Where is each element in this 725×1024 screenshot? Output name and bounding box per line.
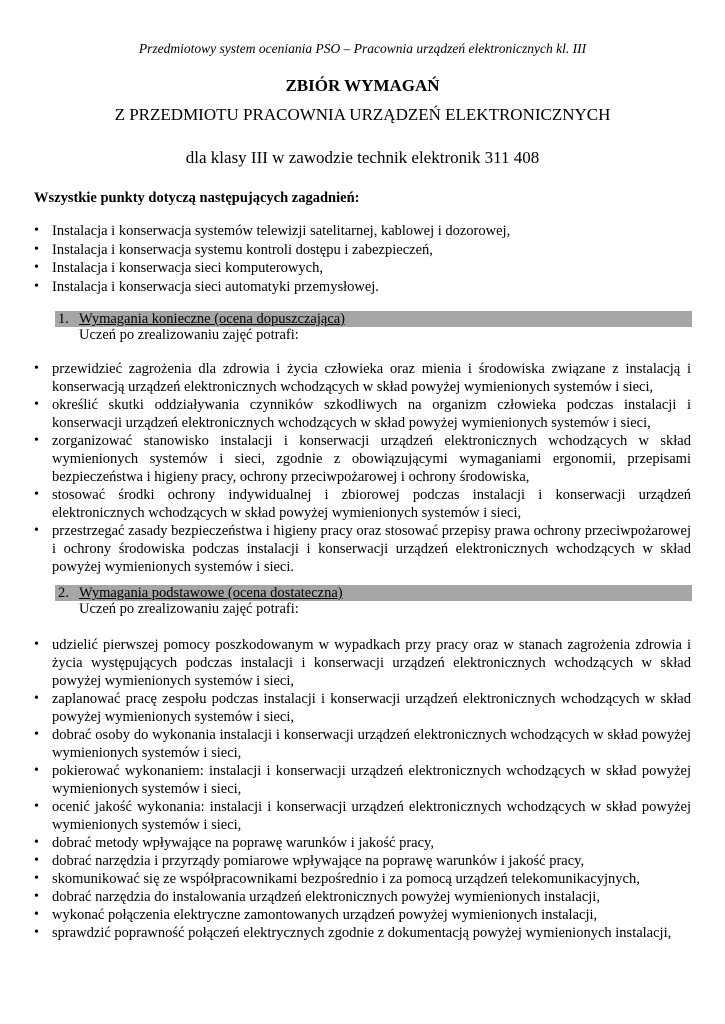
section-1-requirements bbox=[34, 360, 691, 576]
section-number: 2. bbox=[58, 585, 69, 601]
section-2-requirements bbox=[34, 636, 691, 942]
page-header: Przedmiotowy system oceniania PSO – Pracownia urządzeń elektronicznych kl. III bbox=[138, 41, 587, 56]
list-item: • Instalacja i konserwacja sieci komputerowych, bbox=[34, 259, 510, 278]
list-item: • udzielić pierwszej pomocy poszkodowanym w wypadkach przy pracy oraz w stanach zagrożenia zdrowia i życia występujących podczas instalacji i konserwacji urządzeń elektronicznych wchodzących w skład powyżej wymienionych systemów i sieci, bbox=[34, 636, 691, 690]
list-item: • ocenić jakość wykonania: instalacji i konserwacji urządzeń elektronicznych wchodzących w skład powyżej wymienionych systemów i sieci, bbox=[34, 798, 691, 834]
list-item: • Instalacja i konserwacja systemów telewizji satelitarnej, kablowej i dozorowej, bbox=[34, 222, 510, 241]
list-item: • pokierować wykonaniem: instalacji i konserwacji urządzeń elektronicznych wchodzących w skład powyżej wymienionych systemów i sieci, bbox=[34, 762, 691, 798]
list-item: • przestrzegać zasady bezpieczeństwa i higieny pracy oraz stosować przepisy prawa ochrony przeciwpożarowej i ochrony środowiska podczas instalacji i konserwacji urządzeń elektronicznych wchodzących w skład powyżej wymienionych systemów i sieci. bbox=[34, 522, 691, 576]
list-item: • zorganizować stanowisko instalacji i konserwacji urządzeń elektronicznych wchodzących w skład wymienionych systemów i sieci, zgodnie z obowiązującymi wymaganiami ergonomii, przepisami bezpieczeństwa i higieny pracy, ochrony przeciwpożarowej i ochrony środowiska, bbox=[34, 432, 691, 486]
intro-heading: Wszystkie punkty dotyczą następujących zagadnień: bbox=[34, 190, 360, 206]
list-item: • Instalacja i konserwacja sieci automatyki przemysłowej. bbox=[34, 278, 510, 297]
list-item: • skomunikować się ze współpracownikami bezpośrednio i za pomocą urządzeń telekomunikacyjnych, bbox=[34, 870, 691, 888]
list-item: • określić skutki oddziaływania czynników szkodliwych na organizm człowieka podczas instalacji i konserwacji urządzeń elektronicznych wchodzących w skład powyżej wymienionych systemów i sieci, bbox=[34, 396, 691, 432]
section-title: Wymagania konieczne (ocena dopuszczająca) bbox=[79, 311, 346, 327]
list-item: • zaplanować pracę zespołu podczas instalacji i konserwacji urządzeń elektronicznych wchodzących w skład powyżej wymienionych systemów i sieci, bbox=[34, 690, 691, 726]
list-item: • dobrać metody wpływające na poprawę warunków i jakość pracy, bbox=[34, 834, 691, 852]
list-item: • dobrać osoby do wykonania instalacji i konserwacji urządzeń elektronicznych wchodzących w skład powyżej wymienionych systemów i sieci, bbox=[34, 726, 691, 762]
list-item: • sprawdzić poprawność połączeń elektrycznych zgodnie z dokumentacją powyżej wymienionych instalacji, bbox=[34, 924, 691, 942]
section-2-subtitle: Uczeń po zrealizowaniu zajęć potrafi: bbox=[79, 601, 299, 617]
topics-list bbox=[34, 222, 510, 296]
list-item: • przewidzieć zagrożenia dla zdrowia i życia człowieka oraz mienia i środowiska związane z instalacją i konserwacją urządzeń elektronicznych wchodzących w skład powyżej wymienionych systemów i sieci, bbox=[34, 360, 691, 396]
list-item: • stosować środki ochrony indywidualnej i zbiorowej podczas instalacji i konserwacji urządzeń elektronicznych wchodzących w skład powyżej wymienionych systemów i sieci, bbox=[34, 486, 691, 522]
section-2-heading bbox=[55, 585, 692, 601]
list-item: • dobrać narzędzia i przyrządy pomiarowe wpływające na poprawę warunków i jakość pracy, bbox=[34, 852, 691, 870]
section-title: Wymagania podstawowe (ocena dostateczna) bbox=[79, 585, 343, 601]
section-1-subtitle: Uczeń po zrealizowaniu zajęć potrafi: bbox=[79, 327, 299, 343]
list-item: • Instalacja i konserwacja systemu kontroli dostępu i zabezpieczeń, bbox=[34, 241, 510, 260]
document-title: ZBIÓR WYMAGAŃ bbox=[285, 76, 440, 95]
section-number: 1. bbox=[58, 311, 69, 327]
list-item: • dobrać narzędzia do instalowania urządzeń elektronicznych powyżej wymienionych instalacji, bbox=[34, 888, 691, 906]
section-1-heading bbox=[55, 311, 692, 327]
class-line: dla klasy III w zawodzie technik elektronik 311 408 bbox=[185, 148, 540, 167]
document-subtitle: Z PRZEDMIOTU PRACOWNIA URZĄDZEŃ ELEKTRONICZNYCH bbox=[114, 105, 611, 124]
list-item: • wykonać połączenia elektryczne zamontowanych urządzeń powyżej wymienionych instalacji, bbox=[34, 906, 691, 924]
